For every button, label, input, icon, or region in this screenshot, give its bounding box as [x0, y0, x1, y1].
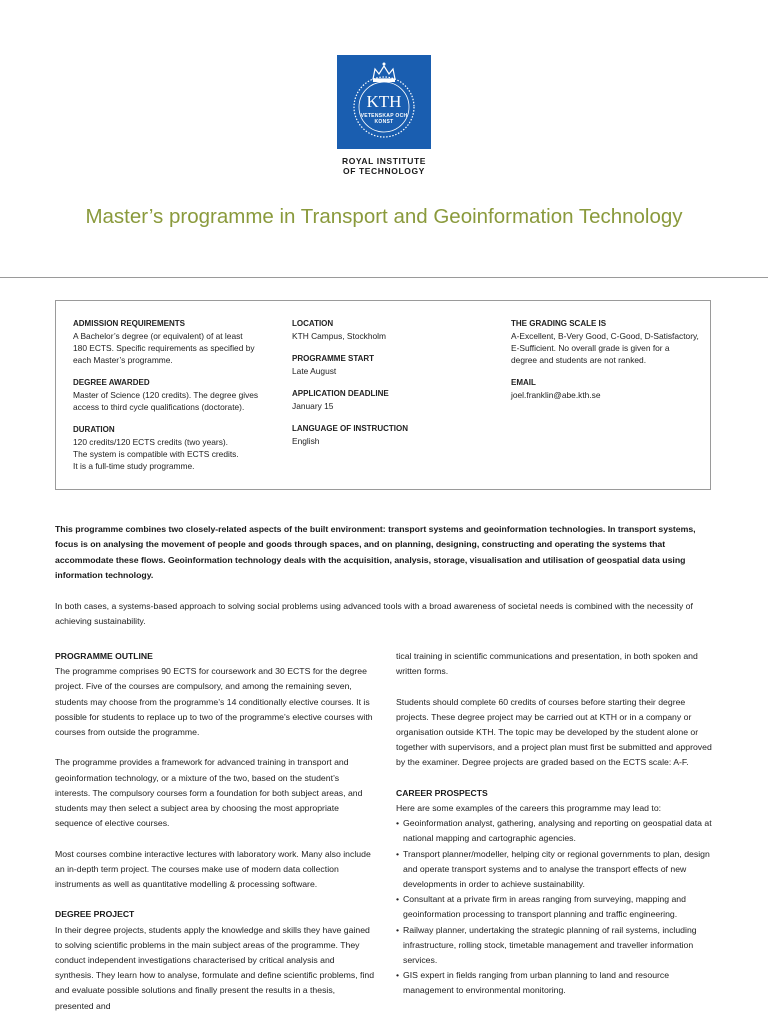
deadline-value: January 15 — [292, 401, 334, 411]
degree-awarded — [73, 377, 273, 413]
grading-label: THE GRADING SCALE IS — [511, 319, 607, 328]
degree-project-paragraph: In their degree projects, students apply the knowledge and skills they have gained to solving scientific problems in the main subject areas of the programme. They conduct independent investigations characterised by critical analysis and synthesis. They learn how to analyse, formulate and define scientific problems, find and evaluate possible solutions and finally present the results in a thesis, presented and — [55, 924, 375, 1011]
admission-value: A Bachelor’s degree (or equivalent) of at least 180 ECTS. Specific requirements as specified by each Master’s programme. — [73, 331, 255, 365]
admission-label: ADMISSION REQUIREMENTS — [73, 319, 186, 328]
email — [511, 377, 711, 401]
intro-bold-paragraph: This programme combines two closely-related aspects of the built environment: transport systems and geoinformation technologies. In transport systems, focus is on analysing the movement of people and goods through spaces, and on planning, designing, constructing and operating the systems that accommodate these flows. Geoinformation technology deals with the acquisition, analysis, storage, visualisation and utilisation of geospatial data using information technology. — [55, 524, 696, 580]
language-of-instruction — [292, 423, 492, 447]
duration-label: DURATION — [73, 425, 115, 434]
kth-emblem — [337, 55, 431, 149]
location-value: KTH Campus, Stockholm — [292, 331, 387, 341]
kth-motto: VETENSKAP OCH KONST — [360, 113, 408, 125]
right-column — [396, 649, 716, 999]
grading-scale — [511, 318, 711, 366]
facts-column-2 — [292, 318, 492, 458]
caption-line-2: OF TECHNOLOGY — [343, 166, 425, 176]
degree-value: Master of Science (120 credits). The degree gives access to third cycle qualifications (doctorate). — [73, 390, 259, 412]
admission-requirements — [73, 318, 273, 366]
grading-value: A-Excellent, B-Very Good, C-Good, D-Satisfactory, E-Sufficient. No overall grade is given for a degree and students are not ranked. — [511, 331, 699, 365]
programme-start — [292, 353, 492, 377]
language-value: English — [292, 436, 320, 446]
application-deadline — [292, 388, 492, 412]
degree-project-heading: DEGREE PROJECT — [55, 909, 135, 920]
facts-column-3 — [511, 318, 711, 412]
career-list — [396, 816, 716, 998]
email-label: EMAIL — [511, 378, 536, 387]
programme-facts-box — [55, 300, 711, 490]
language-label: LANGUAGE OF INSTRUCTION — [292, 424, 408, 433]
kth-logo — [336, 55, 432, 176]
email-link[interactable]: joel.franklin@abe.kth.se — [511, 390, 601, 400]
career-item: • GIS expert in fields ranging from urban planning to land and resource management to environmental monitoring. — [396, 968, 716, 998]
caption-line-1: ROYAL INSTITUTE — [341, 156, 427, 166]
left-column — [55, 649, 375, 1029]
career-item: • Transport planner/modeller, helping city or regional governments to plan, design and operate transport systems and to analyse the transport effects of new developments in order to achieve sustainability. — [396, 847, 716, 893]
page-title: Master’s programme in Transport and Geoinformation Technology — [85, 205, 683, 228]
institute-caption — [336, 156, 432, 176]
right-paragraph-1: tical training in scientific communications and presentation, in both spoken and written forms. — [396, 651, 698, 677]
start-value: Late August — [292, 366, 337, 376]
location — [292, 318, 492, 342]
right-paragraph-2: Students should complete 60 credits of courses before starting their degree projects. These degree project may be carried out at KTH or in a company or organisation outside KTH. The topic may be developed by the student alone or together with supervisors, and a project plan must first be submitted and approved by the examiner. Degree projects are graded based on the ECTS scale: A-F. — [396, 696, 712, 768]
career-intro: Here are some examples of the careers this programme may lead to: — [396, 803, 662, 813]
career-item: • Railway planner, undertaking the strategic planning of rail systems, including infrastructure, rolling stock, timetable management and traveller information services. — [396, 923, 716, 969]
degree-label: DEGREE AWARDED — [73, 378, 150, 387]
career-item: • Consultant at a private firm in areas ranging from surveying, mapping and geoinformation processing to transport planning and traffic engineering. — [396, 892, 716, 922]
location-label: LOCATION — [292, 319, 334, 328]
outline-paragraph-3: Most courses combine interactive lectures with laboratory work. Many also include an in-depth term project. The courses make use of modern data collection instruments as well as quantitative modelling & processing software. — [55, 848, 371, 890]
start-label: PROGRAMME START — [292, 354, 375, 363]
intro-paragraph: In both cases, a systems-based approach to solving social problems using advanced tools with a broad awareness of societal needs is combined with the necessity of achieving sustainability. — [55, 601, 693, 627]
outline-paragraph-1: The programme comprises 90 ECTS for coursework and 30 ECTS for the degree project. Five of the courses are compulsory, and among the remaining seven, students may choose from the programme’s 14 conditionally elective courses. It is possible for students to replace up to two of the programme’s elective courses with courses from outside the programme. — [55, 666, 373, 738]
duration-value: 120 credits/120 ECTS credits (two years). The system is compatible with ECTS credits. It is a full-time study programme. — [73, 437, 239, 471]
divider — [0, 277, 768, 278]
kth-wordmark: KTH — [366, 92, 402, 111]
deadline-label: APPLICATION DEADLINE — [292, 389, 389, 398]
career-prospects-heading: CAREER PROSPECTS — [396, 787, 488, 798]
programme-outline-heading: PROGRAMME OUTLINE — [55, 651, 153, 661]
career-item: • Geoinformation analyst, gathering, analysing and reporting on geospatial data at national mapping and cartographic agencies. — [396, 816, 716, 846]
outline-paragraph-2: The programme provides a framework for advanced training in transport and geoinformation technology, or a mixture of the two, based on the student’s interests. The compulsory courses form a foundation for both subject areas, and students may then select a subject area by choosing the most appropriate sequence of elective courses. — [55, 757, 363, 829]
facts-column-1 — [73, 318, 273, 483]
duration — [73, 424, 273, 472]
